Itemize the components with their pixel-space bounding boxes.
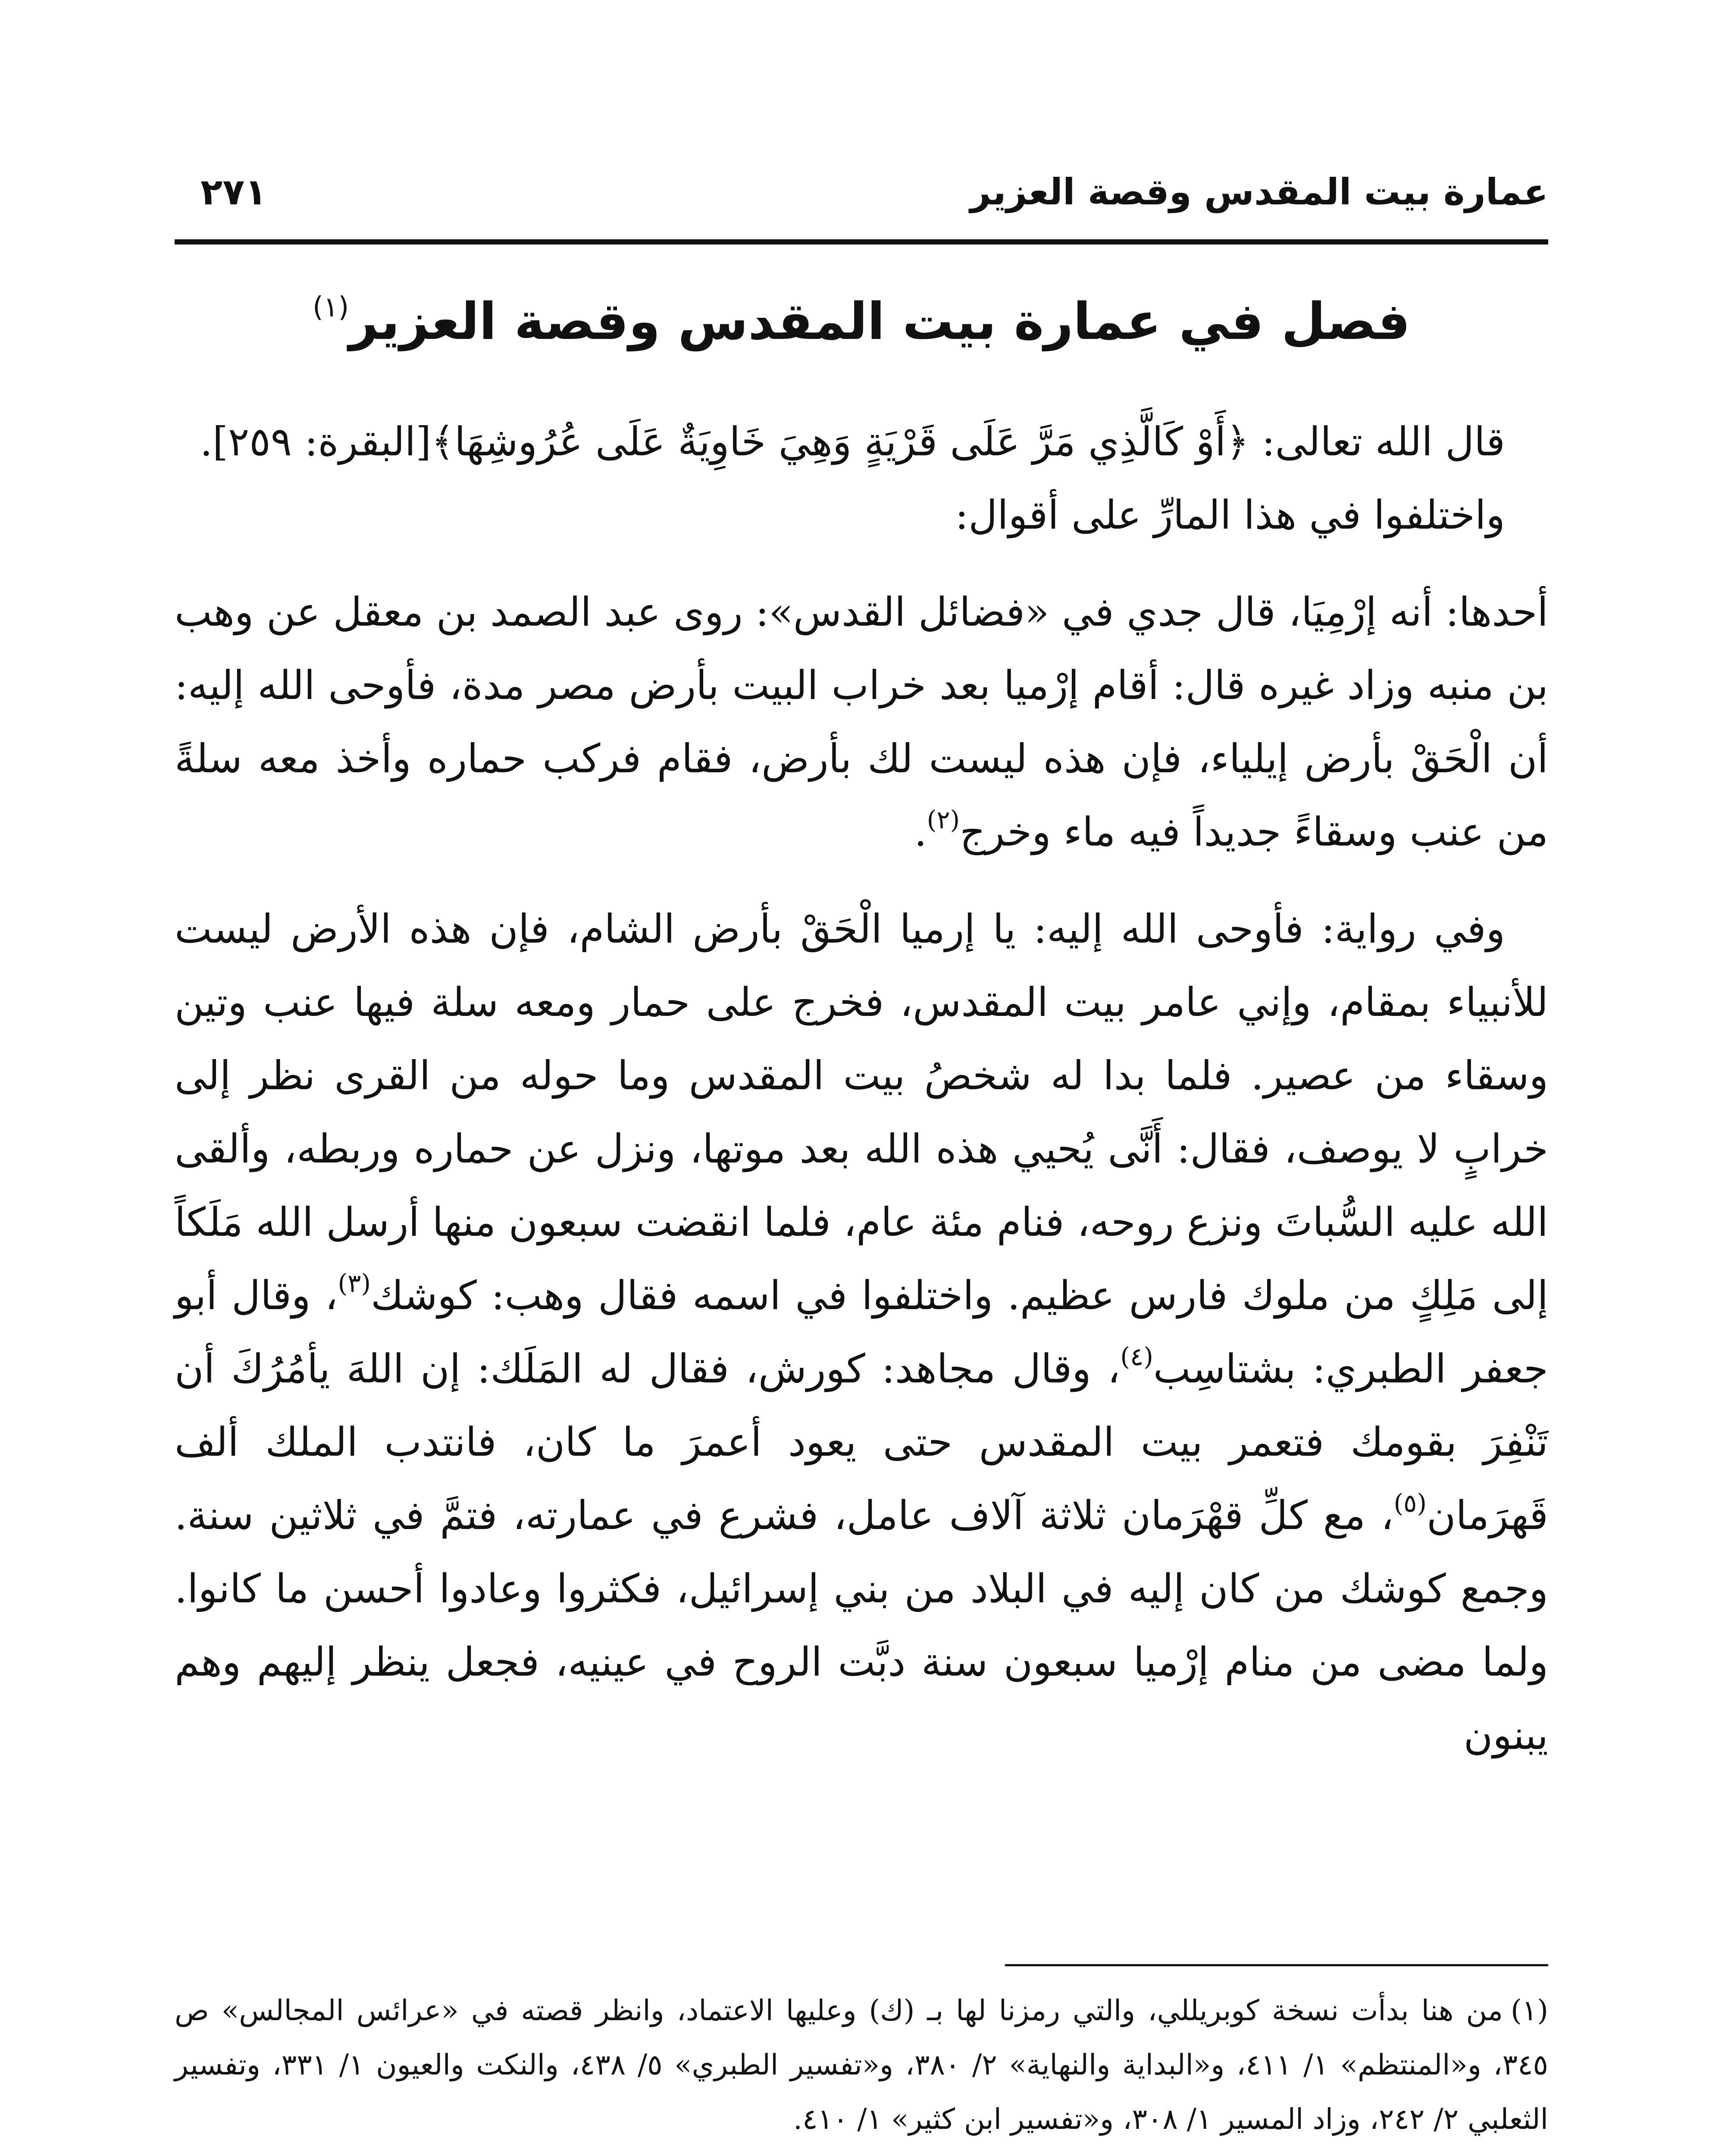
footnote-ref-3: (٣) — [338, 1269, 371, 1298]
running-header — [175, 166, 1548, 218]
narration-part-1: وفي رواية: فأوحى الله إليه: يا إرميا الْحَقْ بأرض الشام، فإن هذه الأرض ليست للأنبياء بمقام، وإني عامر بيت المقدس، فخرج على حمار ومعه سلة فيها عنب وتين وسقاء من عصير. فلما بدا له شخصُ بيت المقدس وما حوله من القرى نظر إلى خرابٍ لا يوصف، فقال: أَنَّى يُحيي هذه الله بعد موتها، ونزل عن حماره وربطه، وألقى الله عليه السُّباتَ ونزع روحه، فنام مئة عام، فلما انقضت سبعون منها أرسل الله مَلَكاً إلى مَلِكٍ من ملوك فارس عظيم. واختلفوا في اسمه فقال وهب: كوشك — [175, 906, 1548, 1319]
citation-lead: قال الله تعالى: — [1249, 419, 1505, 465]
footnote-ref-5: (٥) — [1393, 1489, 1427, 1518]
quran-verse: ﴿أَوْ كَالَّذِي مَرَّ عَلَى قَرْيَةٍ وَهِيَ خَاوِيَةٌ عَلَى عُرُوشِهَا﴾ — [431, 419, 1249, 465]
body-text — [175, 405, 1548, 1772]
footnote-separator — [1005, 1964, 1548, 1966]
running-title: عمارة بيت المقدس وقصة العزير — [970, 171, 1548, 213]
narration-part-2: ، وقال أبو جعفر الطبري: بشتاسِب — [175, 1272, 1549, 1392]
footnote-text: من هنا بدأت نسخة كوبريللي، والتي رمزنا لها بـ (ك) وعليها الاعتماد، وانظر قصته في «عرائس المجالس» ص ٣٤٥، و«المنتظم» ١/ ٤١١، و«البداية والنهاية» ٢/ ٣٨٠، و«تفسير الطبري» ٥/ ٤٣٨، والنكت والعيون ١/ ٣٣١، وتفسير الثعلبي ٢/ ٢٤٢، وزاد المسير ١/ ٣٠٨، و«تفسير ابن كثير» ١/ ٤١٠. — [175, 1994, 1548, 2136]
chapter-title — [175, 285, 1548, 358]
narration-part-4: ، مع كلِّ قهْرَمان ثلاثة آلاف عامل، فشرع في عمارته، فتمَّ في ثلاثين سنة. وجمع كوشك من كان إليه في البلاد من بني إسرائيل، فكثروا وعادوا أحسن ما كانوا. ولما مضى من منام إرْميا سبعون سنة دبَّت الروح في عينيه، فجعل ينظر إليهم وهم يبنون — [175, 1492, 1548, 1758]
footnote-label: (١) — [1511, 1994, 1548, 2027]
footnote-ref-4: (٤) — [1120, 1342, 1153, 1371]
narration-part-3: ، وقال مجاهد: كورش، فقال له المَلَك: إن اللهَ يأمُرُكَ أن تَنْفِرَ بقومك فتعمر بيت المقدس حتى يعود أعمرَ ما كان، فانتدب الملك ألف قَهرَمان — [175, 1346, 1548, 1539]
paragraph-first-opinion — [175, 576, 1548, 869]
paragraph-quran-citation — [175, 405, 1548, 479]
chapter-title-text: فصل في عمارة بيت المقدس وقصة العزير — [349, 291, 1410, 351]
paragraph-narration — [175, 893, 1548, 1772]
first-opinion-text: أحدها: أنه إرْمِيَا، قال جدي في «فضائل القدس»: روى عبد الصمد بن معقل عن وهب بن منبه وزاد غيره قال: أقام إرْميا بعد خراب البيت بأرض مصر مدة، فأوحى الله إليه: أن الْحَقْ بأرض إيلياء، فإن هذه ليست لك بأرض، فقام فركب حماره وأخذ معه سلةً من عنب وسقاءً جديداً فيه ماء وخرج — [175, 589, 1548, 855]
page-number: ٢٧١ — [200, 171, 267, 213]
footnotes — [175, 1984, 1548, 2156]
paragraph-opinions-intro: واختلفوا في هذا المارِّ على أقوال: — [955, 492, 1505, 538]
footnote-ref-2: (٢) — [927, 805, 960, 834]
first-opinion-end: . — [914, 809, 927, 855]
footnote-1 — [175, 1984, 1548, 2147]
surah-reference: [البقرة: ٢٥٩]. — [200, 419, 432, 465]
chapter-footnote-mark: (١) — [312, 291, 349, 323]
header-rule — [175, 239, 1548, 244]
footnote-2 — [175, 2147, 1548, 2156]
